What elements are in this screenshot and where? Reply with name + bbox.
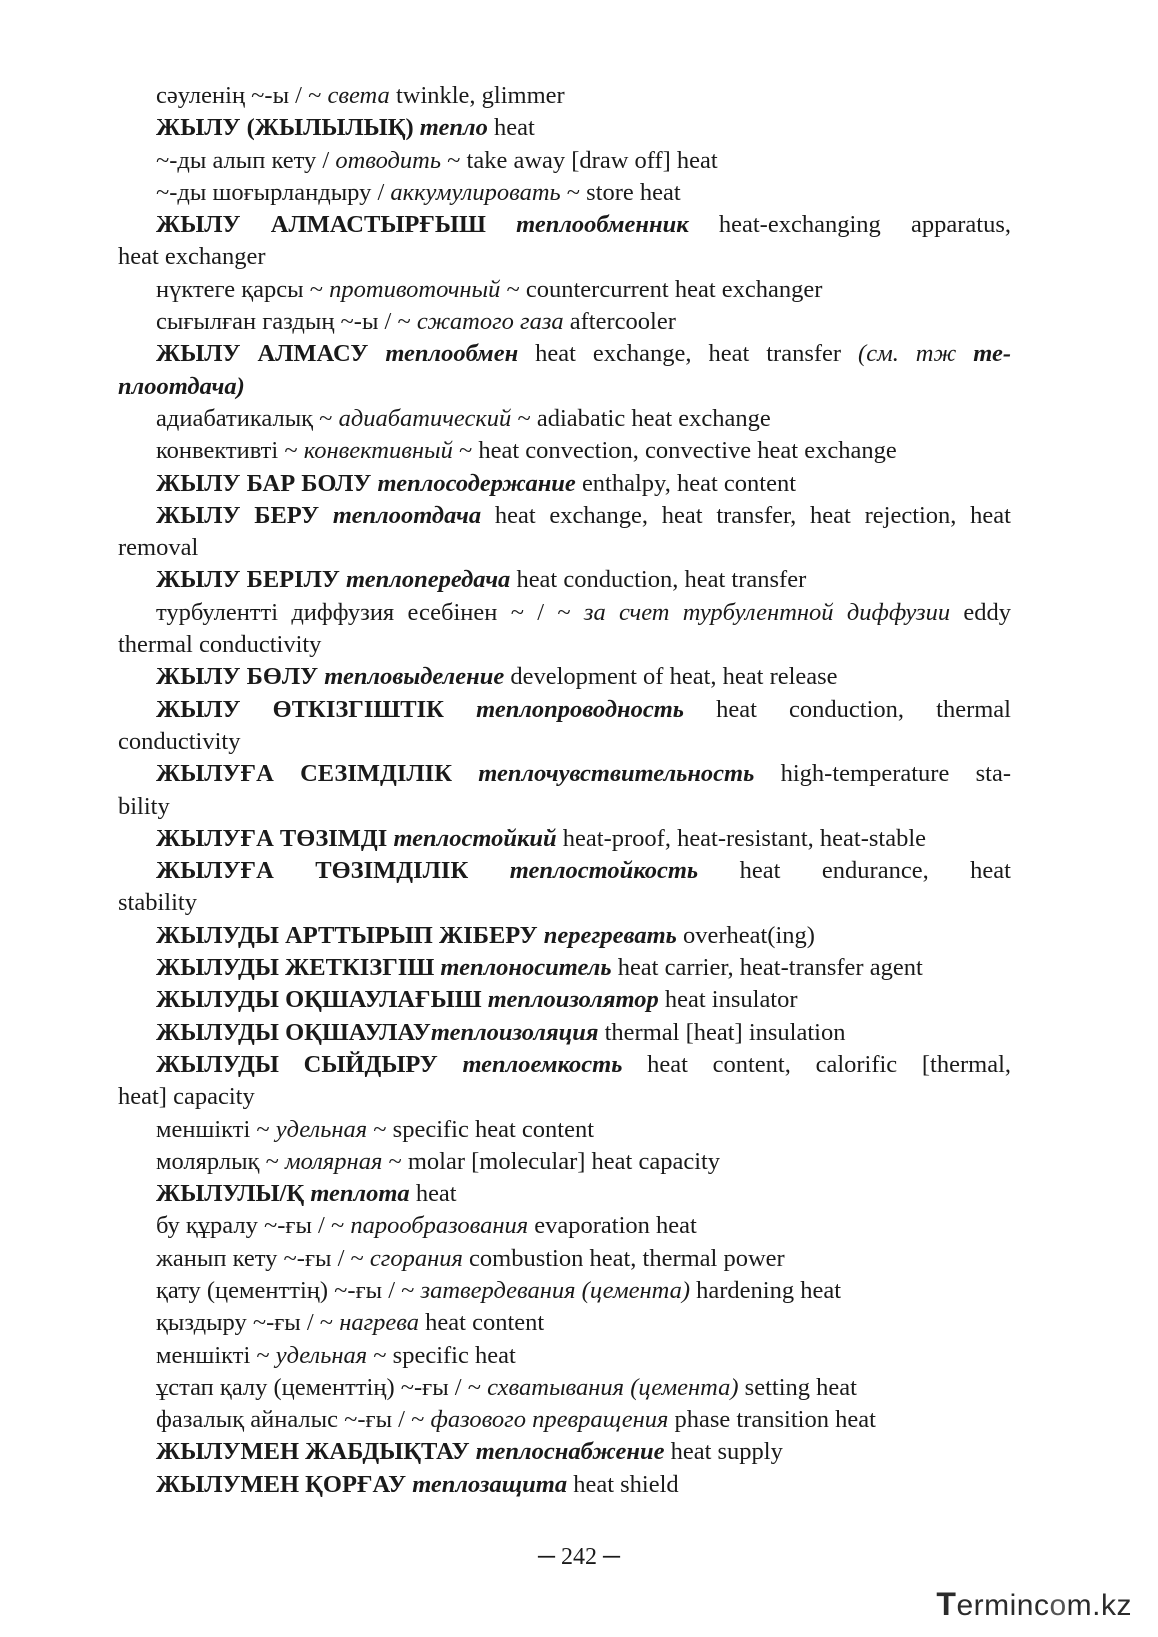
dictionary-line bbox=[118, 791, 1011, 823]
russian-headword: теплоотдача bbox=[332, 501, 482, 529]
translation-text: сәуленің ~-ы / ~ bbox=[156, 82, 328, 109]
translation-text: conductivity bbox=[118, 727, 241, 755]
dictionary-line bbox=[118, 1372, 1011, 1404]
translation-text: бу құралу ~-ғы / ~ bbox=[156, 1212, 351, 1240]
russian-headword: теплообменник bbox=[516, 211, 689, 239]
translation-text: адиабатикалық ~ bbox=[156, 404, 339, 432]
translation-text: heat-proof, heat-resistant, heat-stable bbox=[556, 824, 927, 852]
russian-headword: теплообмен bbox=[385, 340, 519, 368]
translation-text: фазалық айналыс ~-ғы / ~ bbox=[156, 1406, 431, 1434]
translation-text: evaporation heat bbox=[528, 1212, 697, 1240]
translation-text: конвективті ~ bbox=[156, 437, 304, 465]
headword: ЖЫЛУҒА ТӨЗІМДІЛІК bbox=[156, 857, 510, 885]
dictionary-line bbox=[118, 468, 1011, 500]
russian-headword: тепло bbox=[419, 114, 488, 142]
translation-text: ұстап қалу (цементтің) ~-ғы / ~ bbox=[156, 1373, 488, 1401]
translation-text: жанып кету ~-ғы / ~ bbox=[156, 1244, 370, 1272]
russian-term: схватывания (цемента) bbox=[487, 1373, 739, 1401]
translation-text: heat exchange, heat transfer bbox=[518, 340, 859, 368]
headword: ЖЫЛУ (ЖЫЛЫЛЫҚ) bbox=[156, 114, 420, 142]
headword: ЖЫЛУЛЫ/Қ bbox=[156, 1180, 311, 1208]
russian-headword: те- bbox=[973, 340, 1011, 368]
translation-text: молярлық ~ bbox=[156, 1147, 285, 1175]
translation-text: thermal conductivity bbox=[118, 631, 322, 659]
translation-text: ~ specific heat content bbox=[367, 1115, 595, 1143]
dictionary-line bbox=[118, 241, 1011, 273]
dictionary-line bbox=[118, 1436, 1011, 1468]
translation-text: overheat(ing) bbox=[676, 921, 815, 949]
dictionary-line bbox=[118, 112, 1011, 144]
translation-text: сығылған газдың ~-ы / ~ bbox=[156, 308, 417, 336]
russian-headword: теплоснабжение bbox=[475, 1438, 665, 1466]
translation-text: heat bbox=[487, 114, 535, 142]
translation-text: heat exchanger bbox=[118, 243, 266, 271]
russian-term: парообразования bbox=[350, 1212, 529, 1240]
headword: ЖЫЛУМЕН ҚОРҒАУ bbox=[156, 1470, 413, 1498]
russian-term: за счет турбулентной диффузии bbox=[583, 598, 951, 626]
dictionary-line bbox=[118, 1114, 1011, 1146]
russian-headword: теплоноситель bbox=[440, 954, 612, 982]
dictionary-page bbox=[118, 80, 1011, 1501]
dictionary-line bbox=[118, 629, 1011, 661]
translation-text: ~-ды шоғырландыру / bbox=[156, 178, 391, 206]
headword: ЖЫЛУДЫ ОҚШАУЛАУ bbox=[156, 1018, 431, 1046]
translation-text: enthalpy, heat content bbox=[575, 469, 797, 497]
dictionary-line bbox=[118, 758, 1011, 790]
russian-headword: перегревать bbox=[543, 921, 677, 949]
translation-text: ~ countercurrent heat exchanger bbox=[500, 275, 823, 303]
headword: ЖЫЛУДЫ АРТТЫРЫП ЖІБЕРУ bbox=[156, 921, 544, 949]
translation-text: twinkle, glimmer bbox=[389, 82, 565, 109]
translation-text: heat shield bbox=[567, 1470, 679, 1498]
russian-term: сжатого газа bbox=[416, 308, 564, 336]
dictionary-line bbox=[118, 887, 1011, 919]
russian-headword: теплопроводность bbox=[476, 695, 684, 723]
russian-term: конвективный bbox=[303, 437, 453, 465]
page-number: ─ 242 ─ bbox=[537, 1544, 620, 1570]
dictionary-line bbox=[118, 532, 1011, 564]
headword: ЖЫЛУ ӨТКІЗГІШТІК bbox=[156, 695, 477, 723]
russian-headword: теплоемкость bbox=[462, 1050, 623, 1078]
russian-term: отводить bbox=[335, 146, 442, 174]
russian-headword: теплопередача bbox=[346, 566, 511, 594]
dictionary-line bbox=[118, 984, 1011, 1016]
dictionary-line bbox=[118, 920, 1011, 952]
headword: ЖЫЛУ АЛМАСТЫРҒЫШ bbox=[156, 211, 517, 239]
headword: ЖЫЛУ БЕРІЛУ bbox=[156, 566, 347, 594]
dictionary-line bbox=[118, 274, 1011, 306]
translation-text: ~ specific heat bbox=[367, 1341, 516, 1369]
headword: ЖЫЛУ БӨЛУ bbox=[156, 663, 325, 691]
russian-term: удельная bbox=[275, 1115, 368, 1143]
dictionary-line bbox=[118, 952, 1011, 984]
translation-text: stability bbox=[118, 889, 197, 917]
dictionary-line bbox=[118, 726, 1011, 758]
russian-headword: теплостойкий bbox=[393, 824, 557, 852]
russian-headword: теплозащита bbox=[412, 1470, 568, 1498]
headword: ЖЫЛУДЫ ОҚШАУЛАҒЫШ bbox=[156, 986, 488, 1014]
dictionary-line bbox=[118, 694, 1011, 726]
translation-text: combustion heat, thermal power bbox=[462, 1244, 785, 1272]
translation-text: ~ adiabatic heat exchange bbox=[511, 404, 771, 432]
translation-text: heat exchange, heat transfer, heat rejection, heat bbox=[481, 501, 1011, 529]
translation-text: турбулентті диффузия есебінен ~ / ~ bbox=[156, 598, 584, 626]
russian-headword: теплосодержание bbox=[377, 469, 576, 497]
dictionary-line bbox=[118, 1275, 1011, 1307]
dictionary-line bbox=[118, 1210, 1011, 1242]
dictionary-line bbox=[118, 564, 1011, 596]
dictionary-line bbox=[118, 500, 1011, 532]
russian-term: нагрева bbox=[339, 1309, 420, 1337]
dictionary-line bbox=[118, 371, 1011, 403]
dictionary-line bbox=[118, 1307, 1011, 1339]
termincom-logo bbox=[936, 1586, 1132, 1626]
translation-text: development of heat, heat release bbox=[504, 663, 838, 691]
headword: ЖЫЛУ БЕРУ bbox=[156, 501, 333, 529]
logo-o: o bbox=[1049, 1589, 1067, 1622]
translation-text: heat content bbox=[419, 1309, 545, 1337]
translation-text: heat] capacity bbox=[118, 1083, 255, 1111]
translation-text: removal bbox=[118, 534, 199, 562]
translation-text: ~ store heat bbox=[560, 178, 681, 206]
dictionary-line bbox=[118, 855, 1011, 887]
russian-term: противоточный bbox=[329, 275, 501, 303]
headword: ЖЫЛУДЫ ЖЕТКІЗГІШ bbox=[156, 954, 441, 982]
translation-text: phase transition heat bbox=[668, 1406, 876, 1434]
dictionary-line bbox=[118, 338, 1011, 370]
dictionary-line bbox=[118, 597, 1011, 629]
translation-text: heat carrier, heat-transfer agent bbox=[611, 954, 923, 982]
translation-text: ~ take away [draw off] heat bbox=[441, 146, 718, 174]
dictionary-line bbox=[118, 1404, 1011, 1436]
russian-headword: теплоизоляция bbox=[430, 1018, 599, 1046]
russian-term: затвердевания (цемента) bbox=[420, 1276, 691, 1304]
translation-text: setting heat bbox=[738, 1373, 857, 1401]
dictionary-line bbox=[118, 1146, 1011, 1178]
translation-text: heat supply bbox=[664, 1438, 783, 1466]
dictionary-line bbox=[118, 306, 1011, 338]
headword: ЖЫЛУМЕН ЖАБДЫҚТАУ bbox=[156, 1438, 476, 1466]
dictionary-line bbox=[118, 177, 1011, 209]
translation-text: hardening heat bbox=[690, 1276, 842, 1304]
translation-text: thermal [heat] insulation bbox=[598, 1018, 846, 1046]
headword: ЖЫЛУҒА ТӨЗІМДІ bbox=[156, 824, 394, 852]
translation-text: heat bbox=[409, 1180, 457, 1208]
russian-term: адиабатический bbox=[338, 404, 512, 432]
russian-headword: теплочувствительность bbox=[478, 760, 755, 788]
translation-text: heat endurance, heat bbox=[698, 857, 1011, 885]
russian-headword: теплостойкость bbox=[509, 857, 699, 885]
translation-text: ~ molar [molecular] heat capacity bbox=[382, 1147, 721, 1175]
translation-text: heat content, calorific [thermal, bbox=[622, 1050, 1012, 1078]
dictionary-line bbox=[118, 1178, 1011, 1210]
headword: ЖЫЛУ АЛМАСУ bbox=[156, 340, 386, 368]
dictionary-line bbox=[118, 1243, 1011, 1275]
russian-term: сгорания bbox=[369, 1244, 463, 1272]
translation-text: ~-ды алып кету / bbox=[156, 146, 336, 174]
dictionary-line bbox=[118, 403, 1011, 435]
dictionary-line bbox=[118, 1340, 1011, 1372]
russian-term: аккумулировать bbox=[390, 178, 561, 206]
dictionary-line bbox=[118, 1081, 1011, 1113]
dictionary-line bbox=[118, 1017, 1011, 1049]
translation-text: heat conduction, thermal bbox=[683, 695, 1011, 723]
dictionary-line bbox=[118, 661, 1011, 693]
russian-headword: плоотдача) bbox=[118, 372, 245, 400]
dictionary-line bbox=[118, 823, 1011, 855]
dictionary-line bbox=[118, 145, 1011, 177]
logo-text: erminc bbox=[956, 1589, 1050, 1622]
russian-term: удельная bbox=[275, 1341, 368, 1369]
translation-text: eddy bbox=[950, 598, 1012, 626]
dictionary-line bbox=[118, 1049, 1011, 1081]
russian-term: фазового превращения bbox=[430, 1406, 669, 1434]
russian-term: (см. тж bbox=[858, 340, 974, 368]
russian-term: молярная bbox=[284, 1147, 383, 1175]
headword: ЖЫЛУҒА СЕЗІМДІЛІК bbox=[156, 760, 479, 788]
dictionary-line bbox=[118, 435, 1011, 467]
russian-term: света bbox=[327, 82, 390, 109]
dictionary-line bbox=[118, 1469, 1011, 1501]
logo-domain: m.kz bbox=[1066, 1589, 1132, 1622]
translation-text: қыздыру ~-ғы / ~ bbox=[156, 1309, 340, 1337]
translation-text: қату (цементтің) ~-ғы / ~ bbox=[156, 1276, 421, 1304]
dictionary-line bbox=[118, 209, 1011, 241]
translation-text: ~ heat convection, convective heat exchange bbox=[452, 437, 897, 465]
translation-text: bility bbox=[118, 792, 170, 820]
translation-text: heat insulator bbox=[658, 986, 798, 1014]
translation-text: high-temperature sta- bbox=[754, 760, 1012, 788]
translation-text: нүктеге қарсы ~ bbox=[156, 275, 330, 303]
headword: ЖЫЛУ БАР БОЛУ bbox=[156, 469, 378, 497]
dictionary-line bbox=[118, 80, 1011, 112]
logo-letter-t: T bbox=[936, 1586, 957, 1622]
russian-headword: тепловыделение bbox=[324, 663, 505, 691]
translation-text: меншікті ~ bbox=[156, 1115, 276, 1143]
translation-text: меншікті ~ bbox=[156, 1341, 276, 1369]
translation-text: aftercooler bbox=[563, 308, 676, 336]
translation-text: heat-exchanging apparatus, bbox=[688, 211, 1011, 239]
headword: ЖЫЛУДЫ СЫЙДЫРУ bbox=[156, 1050, 463, 1078]
translation-text: heat conduction, heat transfer bbox=[510, 566, 807, 594]
russian-headword: теплота bbox=[310, 1180, 410, 1208]
russian-headword: теплоизолятор bbox=[487, 986, 659, 1014]
